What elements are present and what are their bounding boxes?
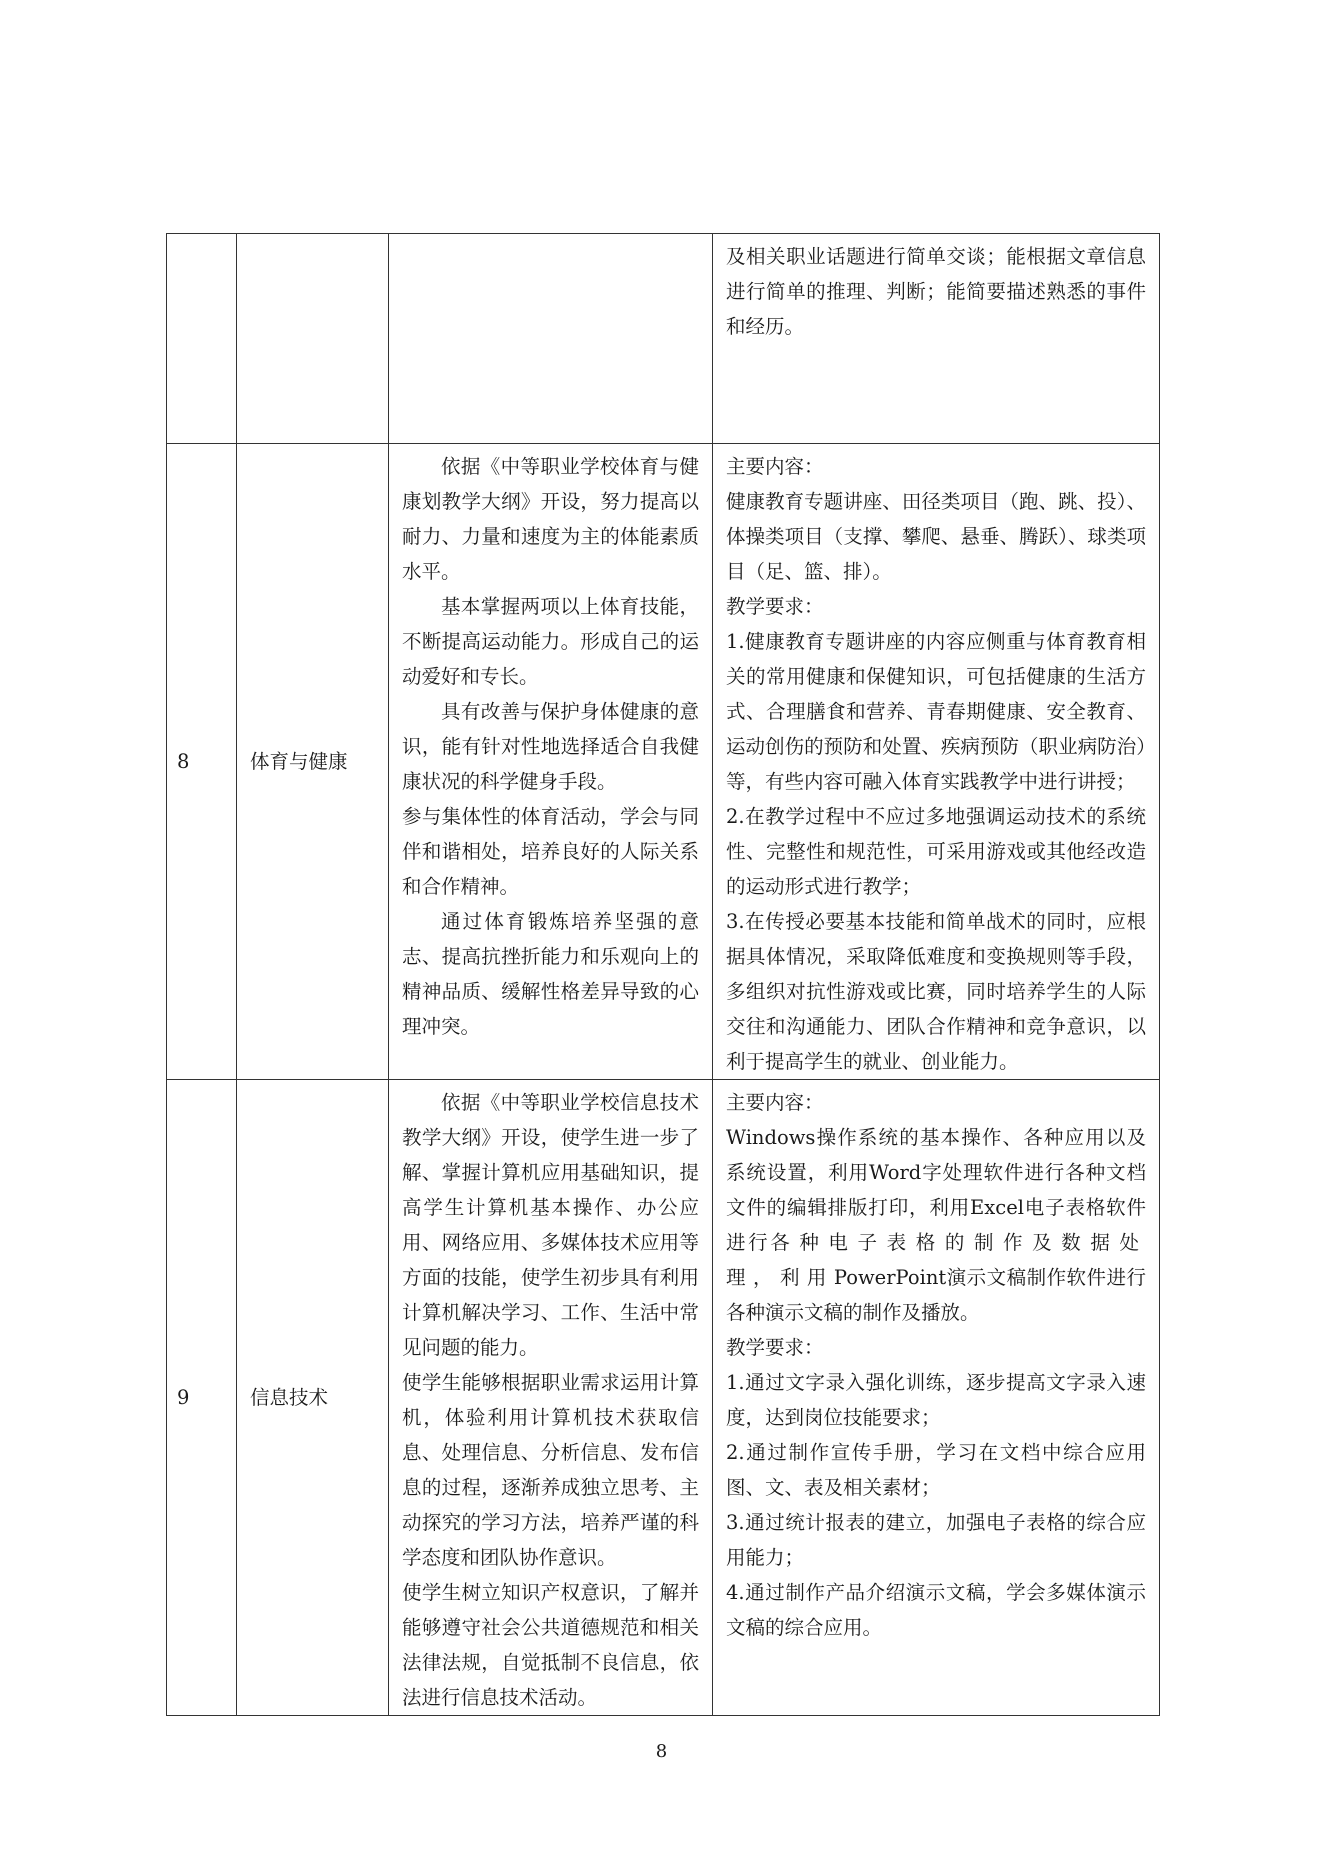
content-text: PowerPoint演示文稿制作软件进行各种演示文稿的制作及播放。 <box>726 1266 1146 1324</box>
content-cell <box>713 1080 1160 1716</box>
course-name-cell <box>237 234 389 444</box>
goal-paragraph: 使学生能够根据职业需求运用计算机，体验利用计算机技术获取信息、处理信息、分析信息、发布信息的过程，逐渐养成独立思考、主动探究的学习方法，培养严谨的科学态度和团队协作意识。 <box>402 1371 699 1569</box>
content-cell <box>713 444 1160 1080</box>
content-paragraph: 4.通过制作产品介绍演示文稿，学会多媒体演示文稿的综合应用。 <box>726 1581 1146 1639</box>
content-paragraph: 1.健康教育专题讲座的内容应侧重与体育教育相关的常用健康和保健知识，可包括健康的生活方式、合理膳食和营养、青春期健康、安全教育、运动创伤的预防和处置、疾病预防（职业病防治）等，有些内容可融入体育实践教学中进行讲授； <box>726 630 1146 793</box>
goals-cell <box>389 234 713 444</box>
table-row <box>167 234 1160 444</box>
content-paragraph: 1.通过文字录入强化训练，逐步提高文字录入速度，达到岗位技能要求； <box>726 1371 1146 1429</box>
goal-paragraph: 使学生树立知识产权意识，了解并能够遵守社会公共道德规范和相关法律法规，自觉抵制不良信息，依法进行信息技术活动。 <box>402 1581 699 1709</box>
number-cell <box>167 234 237 444</box>
goal-paragraph: 参与集体性的体育活动，学会与同伴和谐相处，培养良好的人际关系和合作精神。 <box>402 805 699 898</box>
goal-paragraph: 基本掌握两项以上体育技能，不断提高运动能力。形成自己的运动爱好和专长。 <box>402 595 699 688</box>
content-paragraph: 健康教育专题讲座、田径类项目（跑、跳、投）、体操类项目（支撑、攀爬、悬垂、腾跃）、球类项目（足、篮、排）。 <box>726 490 1146 583</box>
content-text: 各种电子表格的制作及数据处理，利用 <box>726 1231 1146 1289</box>
goal-paragraph: 依据《中等职业学校信息技术教学大纲》开设，使学生进一步了解、掌握计算机应用基础知识，提高学生计算机基本操作、办公应用、网络应用、多媒体技术应用等方面的技能，使学生初步具有利用计算机解决学习、工作、生活中常见问题的能力。 <box>402 1091 699 1359</box>
content-paragraph: 3.在传授必要基本技能和简单战术的同时，应根据具体情况，采取降低难度和变换规则等手段，多组织对抗性游戏或比赛，同时培养学生的人际交往和沟通能力、团队合作精神和竞争意识，以利于提高学生的就业、创业能力。 <box>726 910 1146 1073</box>
goals-cell <box>389 444 713 1080</box>
content-paragraph <box>726 1120 1146 1330</box>
content-paragraph: 2.在教学过程中不应过多地强调运动技术的系统性、完整性和规范性，可采用游戏或其他经改造的运动形式进行教学； <box>726 805 1146 898</box>
content-heading: 教学要求： <box>726 595 824 618</box>
goal-paragraph: 具有改善与保护身体健康的意识，能有针对性地选择适合自我健康状况的科学健身手段。 <box>402 700 699 793</box>
number-cell: 8 <box>167 444 237 1080</box>
content-cell <box>713 234 1160 444</box>
content-paragraph: 及相关职业话题进行简单交谈；能根据文章信息进行简单的推理、判断；能简要描述熟悉的事件和经历。 <box>726 245 1146 338</box>
course-name-cell: 信息技术 <box>237 1080 389 1716</box>
goals-cell <box>389 1080 713 1716</box>
content-heading: 主要内容： <box>726 1091 824 1114</box>
goal-paragraph: 通过体育锻炼培养坚强的意志、提高抗挫折能力和乐观向上的精神品质、缓解性格差异导致的心理冲突。 <box>402 910 699 1038</box>
course-table <box>166 233 1160 1716</box>
table-row <box>167 1080 1160 1716</box>
content-paragraph: 3.通过统计报表的建立，加强电子表格的综合应用能力； <box>726 1511 1146 1569</box>
content-text: Windows操作系统的基本操作、各种应用以及系统设置，利用Word字处理软件进行各种文档文件的编辑排版打印，利用Excel电子表格软件进行 <box>726 1126 1146 1254</box>
course-name-cell: 体育与健康 <box>237 444 389 1080</box>
content-heading: 教学要求： <box>726 1336 824 1359</box>
page-number: 8 <box>655 1741 668 1762</box>
table-row <box>167 444 1160 1080</box>
content-heading: 主要内容： <box>726 455 824 478</box>
goal-paragraph: 依据《中等职业学校体育与健康划教学大纲》开设，努力提高以耐力、力量和速度为主的体能素质水平。 <box>402 455 699 583</box>
content-paragraph: 2.通过制作宣传手册，学习在文档中综合应用图、文、表及相关素材； <box>726 1441 1146 1499</box>
number-cell: 9 <box>167 1080 237 1716</box>
